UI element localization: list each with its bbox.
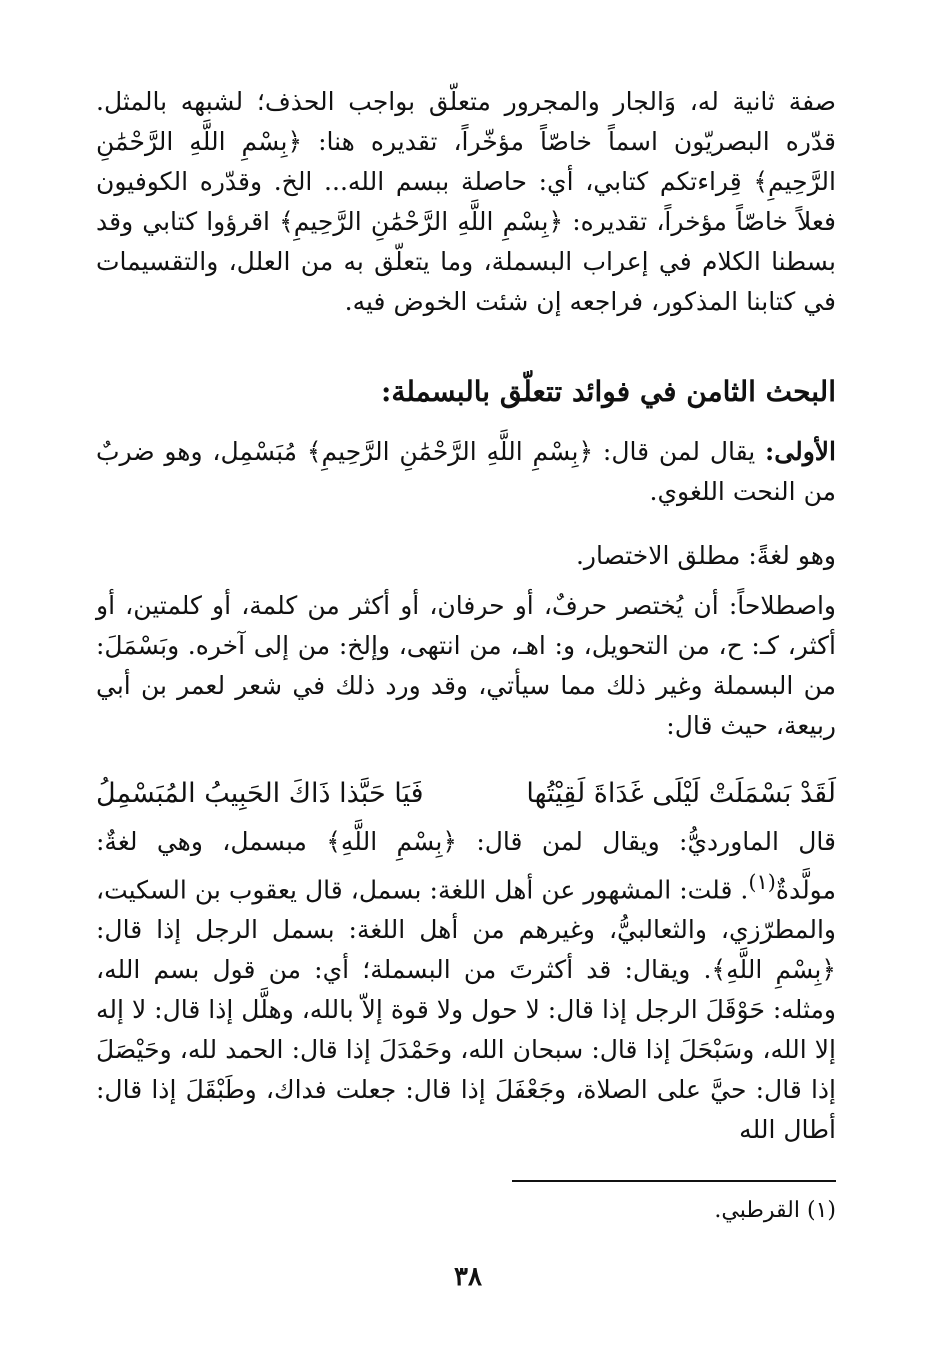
footnote [96,1194,836,1228]
paragraph-2 [96,432,836,512]
poem-verse [96,772,836,816]
footnote-reference[interactable]: (١) [748,870,776,894]
verse-hemistich-1: لَقَدْ بَسْمَلَتْ لَيْلَى غَدَاةَ لَقِيْتُها [526,778,836,809]
section-heading: البحث الثامن في فوائد تتعلّق بالبسملة: [381,375,836,408]
paragraph-5-after-note: . قلت: المشهور عن أهل اللغة: بسمل، قال يعقوب بن السكيت، والمطرّزي، والثعالبيُّ، وغيرهم من أهل اللغة: بسمل الرجل إذا قال: ﴿بِسْمِ اللَّهِ﴾. ويقال: قد أكثرتَ من البسملة؛ أي: من قول بسم الله، ومثله: حَوْقَلَ الرجل إذا قال: لا حول ولا قوة إلاّ بالله، وهلَّل إذا قال: لا إله إلا الله، وسَبْحَلَ إذا قال: سبحان الله، وحَمْدَلَ إذا قال: الحمد لله، وحَيْصَلَ إذا قال: حيَّ على الصلاة، وجَعْفَلَ إذا قال: جعلت فداك، وطَبْقَلَ إذا قال: أطال الله [96,875,836,1145]
paragraph-4: واصطلاحاً: أن يُختصر حرفٌ، أو حرفان، أو أكثر من كلمة، أو كلمتين، أو أكثر، كـ: ح، من التحويل، و: اهـ، من انتهى، وإلخ: من إلى آخره. وبَسْمَلَ: من البسملة وغير ذلك مما سيأتي، وقد ورد ذلك في شعر لعمر بن أبي ربيعة، حيث قال: [96,591,836,740]
paragraph-2-text: يقال لمن قال: ﴿بِسْمِ اللَّهِ الرَّحْمَٰنِ الرَّحِيمِ﴾ مُبَسْمِل، وهو ضربٌ من النحت اللغوي. [96,437,836,506]
footnote-divider [512,1180,836,1182]
paragraph-5 [96,822,836,1150]
paragraph-5-before-note: قال الماورديُّ: ويقال لمن قال: ﴿بِسْمِ اللَّهِ﴾ مبسمل، وهي لغةٌ: مولَّدةٌ [96,827,836,905]
paragraph-3: وهو لغةً: مطلق الاختصار. [575,541,836,570]
paragraph-2-lead: الأولى: [765,437,836,466]
page-number: ٣٨ [454,1262,482,1292]
paragraph-1: صفة ثانية له، وَالجار والمجرور متعلّق بواجب الحذف؛ لشبهه بالمثل. قدّره البصريّون اسماً خاصّاً مؤخّراً، تقديره هنا: ﴿بِسْمِ اللَّهِ الرَّحْمَٰنِ الرَّحِيمِ﴾ قِراءتكم كتابي، أي: حاصلة ببسم الله... الخ. وقدّره الكوفيون فعلاً خاصّاً مؤخراً، تقديره: ﴿بِسْمِ اللَّهِ الرَّحْمَٰنِ الرَّحِيمِ﴾ اقرؤوا كتابي وقد بسطنا الكلام في إعراب البسملة، وما يتعلّق به من العلل، والتقسيمات في كتابنا المذكور، فراجعه إن شئت الخوض فيه. [96,87,836,316]
verse-hemistich-2: فَيَا حَبَّذا ذَاكَ الحَبِيبُ المُبَسْمِلُ [96,778,424,809]
footnote-text: القرطبي. [714,1198,800,1223]
footnote-marker: (١) [806,1198,836,1223]
